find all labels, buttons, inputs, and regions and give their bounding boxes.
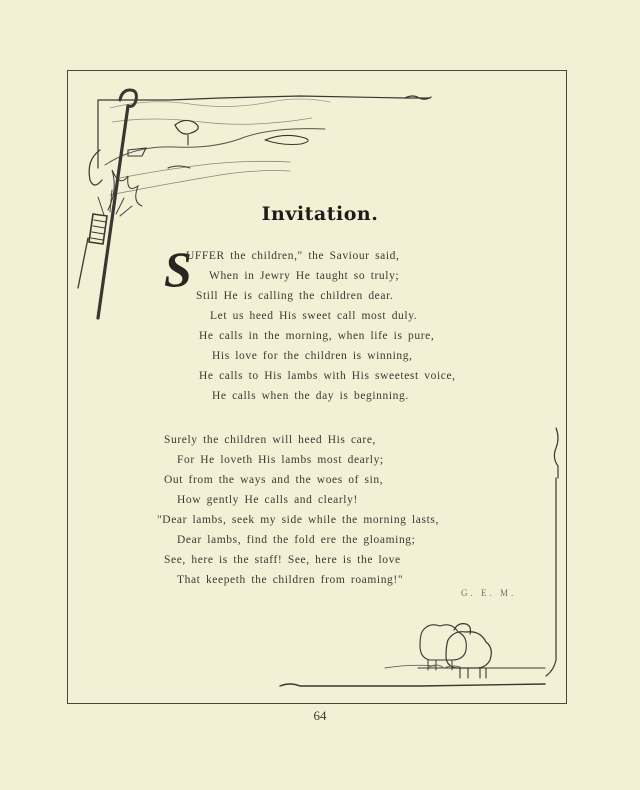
poem-signature: G. E. M. [461, 588, 517, 598]
poem-line: He calls to His lambs with His sweetest voice, [199, 370, 456, 382]
drop-cap: S [164, 241, 192, 297]
poem-line: That keepeth the children from roaming!" [177, 574, 404, 586]
poem-title: Invitation. [261, 203, 379, 225]
page-number: 64 [313, 708, 327, 723]
poem-line: See, here is the staff! See, here is the love [164, 554, 401, 566]
poem-line: Still He is calling the children dear. [196, 290, 394, 302]
poem-line: How gently He calls and clearly! [177, 494, 358, 506]
poem-line: Out from the ways and the woes of sin, [164, 474, 384, 486]
poem-line: Surely the children will heed His care, [164, 434, 376, 446]
poem-line: Dear lambs, find the fold ere the gloaming; [177, 534, 416, 546]
poem-line: UFFER the children," the Saviour said, [186, 250, 400, 262]
poem-line: "Dear lambs, seek my side while the morning lasts, [157, 514, 439, 526]
poem-line: His love for the children is winning, [212, 350, 413, 362]
poem-line: Let us heed His sweet call most duly. [210, 310, 418, 322]
poem-line: When in Jewry He taught so truly; [209, 270, 400, 282]
poem-line: He calls when the day is beginning. [212, 390, 409, 402]
poem-line: For He loveth His lambs most dearly; [177, 454, 384, 466]
poem-line: He calls in the morning, when life is pure, [199, 330, 435, 342]
